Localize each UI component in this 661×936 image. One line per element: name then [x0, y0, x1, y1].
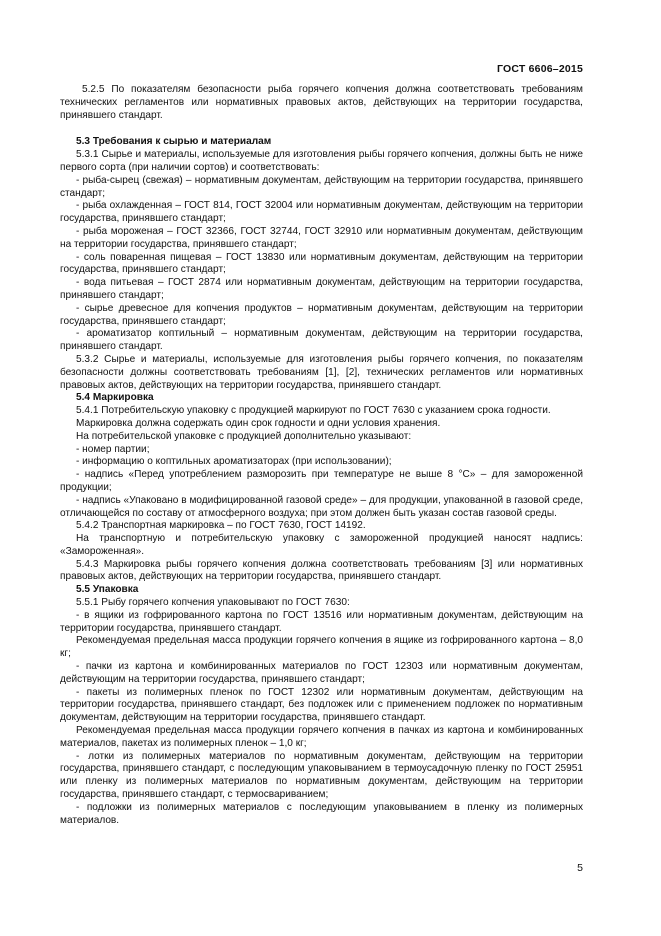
list-item: - номер партии;: [76, 443, 150, 455]
list-item: - рыба-сырец (свежая) – нормативным документам, действующим на территории государства, принявшего стандарт;: [60, 174, 583, 199]
paragraph-5-4-2: 5.4.2 Транспортная маркировка – по ГОСТ 7630, ГОСТ 14192.: [76, 520, 366, 532]
list-item: - пакеты из полимерных пленок по ГОСТ 12302 или нормативным документам, действующим на территории государства, принявшего стандарт, без подложек или с применением подложек по нормативным документам, действующим на территории государства, принявшего стандарт.: [60, 686, 583, 724]
paragraph-5-4-3: 5.4.3 Маркировка рыбы горячего копчения должна соответствовать требованиям [3] или нормативных правовых актов, действующих на территории государства, принявшего стандарт.: [60, 558, 583, 583]
paragraph: Маркировка должна содержать один срок годности и одни условия хранения.: [76, 417, 441, 429]
list-item: - рыба охлажденная – ГОСТ 814, ГОСТ 32004 или нормативным документам, действующим на территории государства, принявшего стандарт;: [60, 200, 583, 225]
list-item: - подложки из полимерных материалов с последующим упаковыванием в пленку из полимерных материалов.: [60, 801, 583, 826]
section-heading-5-4: 5.4 Маркировка: [76, 392, 154, 404]
paragraph-5-3-2: 5.3.2 Сырье и материалы, используемые для изготовления рыбы горячего копчения, по показателям безопасности должны соответствовать требованиям [1], [2], технических регламентов или нормативных правовых актов, действующих на территории государства, принявшего стандарт.: [60, 353, 583, 391]
paragraph: Рекомендуемая предельная масса продукции горячего копчения в ящике из гофрированного картона – 8,0 кг;: [60, 635, 583, 660]
paragraph: Рекомендуемая предельная масса продукции горячего копчения в пачках из картона и комбинированных материалов, пакетах из полимерных пленок – 1,0 кг;: [60, 725, 583, 749]
list-item: - информацию о коптильных ароматизаторах (при использовании);: [76, 456, 392, 468]
section-heading-5-5: 5.5 Упаковка: [76, 584, 139, 596]
paragraph-5-3-1: 5.3.1 Сырье и материалы, используемые для изготовления рыбы горячего копчения, должны быть не ниже первого сорта (при наличии сортов) и соответствовать:: [60, 149, 583, 173]
list-item: - в ящики из гофрированного картона по ГОСТ 13516 или нормативным документам, действующим на территории государства, принявшего стандарт.: [60, 609, 583, 634]
paragraph: На потребительской упаковке с продукцией дополнительно указывают:: [76, 430, 412, 442]
list-item: - надпись «Перед употреблением разморозить при температуре не выше 8 °С» – для замороженной продукции;: [60, 469, 583, 493]
list-item: - пачки из картона и комбинированных материалов по ГОСТ 12303 или нормативным документам, действующим на территории государства, принявшего стандарт;: [60, 661, 583, 685]
paragraph: На транспортную и потребительскую упаковку с замороженной продукцией наносят надпись: «Замороженная».: [60, 533, 583, 557]
document-header: ГОСТ 6606–2015: [497, 63, 583, 75]
list-item: - ароматизатор коптильный – нормативным документам, действующим на территории государства, принявшего стандарт.: [60, 328, 583, 353]
page-number: 5: [577, 862, 583, 874]
list-item: - рыба мороженая – ГОСТ 32366, ГОСТ 32744, ГОСТ 32910 или нормативным документам, действующим на территории государства, принявшего стандарт;: [60, 225, 583, 250]
list-item: - лотки из полимерных материалов по нормативным документам, действующим на территории государства, принявшего стандарт, с последующим упаковыванием в термоусадочную пленку по ГОСТ 25951 или пленку из полимерных материалов по нормативным документам, действующим на территории государства, принявшего стандарт, с термосвариванием;: [60, 750, 583, 801]
document-body: [60, 84, 583, 827]
section-heading-5-3: 5.3 Требования к сырью и материалам: [76, 136, 272, 148]
list-item: - вода питьевая – ГОСТ 2874 или нормативным документам, действующим на территории государства, принявшего стандарт;: [60, 277, 583, 301]
list-item: - сырье древесное для копчения продуктов – нормативным документам, действующим на территории государства, принявшего стандарт;: [60, 302, 583, 327]
list-item: - соль поваренная пищевая – ГОСТ 13830 или нормативным документам, действующим на территории государства, принявшего стандарт;: [60, 251, 583, 276]
paragraph-5-5-1: 5.5.1 Рыбу горячего копчения упаковывают по ГОСТ 7630:: [76, 597, 350, 609]
list-item: - надпись «Упаковано в модифицированной газовой среде» – для продукции, упакованной в газовой среде, отличающейся по составу от атмосферного воздуха; при этом должен быть указан состав газовой среды.: [60, 494, 583, 519]
paragraph-5-4-1: 5.4.1 Потребительскую упаковку с продукцией маркируют по ГОСТ 7630 с указанием срока годности.: [76, 405, 551, 417]
paragraph-5-2-5: 5.2.5 По показателям безопасности рыба горячего копчения должна соответствовать требованиям технических регламентов или нормативных правовых актов, действующих на территории государства, принявшего стандарт.: [60, 84, 583, 121]
